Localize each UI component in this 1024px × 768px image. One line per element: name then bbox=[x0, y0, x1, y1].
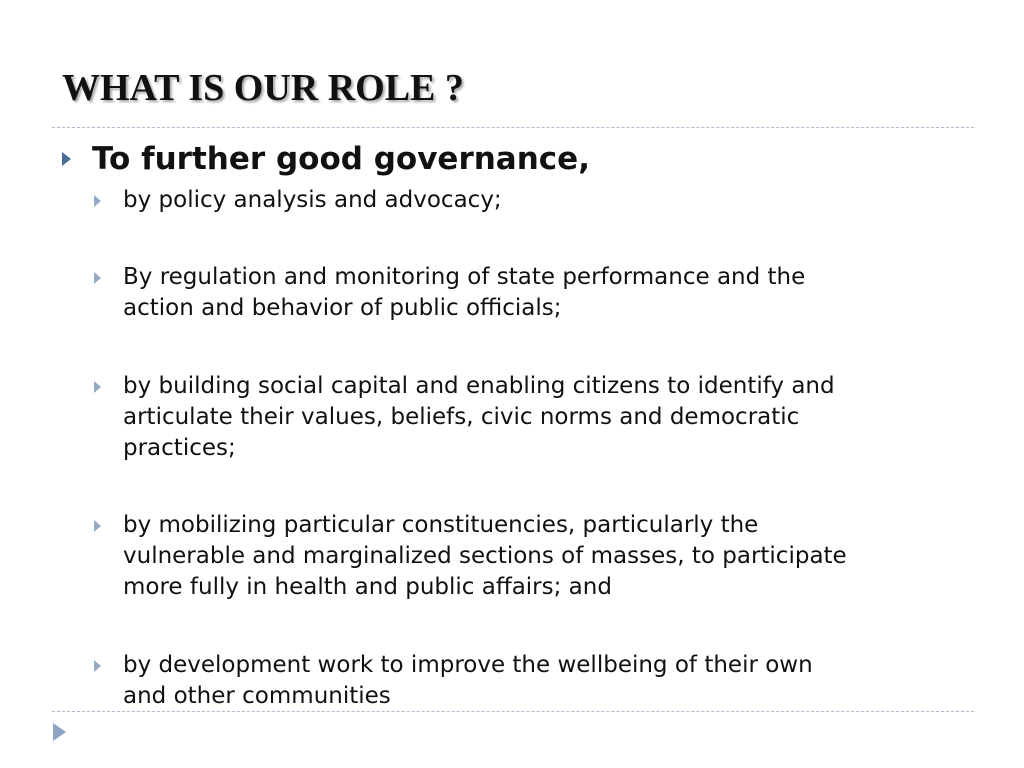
sub-bullet-text: by building social capital and enabling citizens to identify and articulate their values, beliefs, civic norms and democratic practices; bbox=[123, 373, 835, 461]
sub-bullet-item bbox=[94, 185, 943, 216]
sub-bullet-item bbox=[94, 650, 943, 712]
sub-bullet-text: by policy analysis and advocacy; bbox=[123, 187, 502, 213]
triangle-bullet-icon bbox=[94, 381, 101, 393]
triangle-bullet-icon bbox=[94, 520, 101, 532]
sub-bullet-item bbox=[94, 371, 943, 464]
sub-bullet-item bbox=[94, 262, 943, 324]
sub-bullet-text: by development work to improve the wellbeing of their own and other communities bbox=[123, 652, 813, 709]
sub-bullet-text: By regulation and monitoring of state performance and the action and behavior of public officials; bbox=[123, 264, 806, 321]
main-bullet bbox=[62, 138, 962, 180]
triangle-bullet-icon bbox=[94, 272, 101, 284]
footer-divider bbox=[52, 711, 974, 712]
triangle-bullet-icon bbox=[94, 660, 101, 672]
sub-bullet-text: by mobilizing particular constituencies, particularly the vulnerable and marginalized sections of masses, to participate more fully in health and public affairs; and bbox=[123, 512, 847, 600]
slide-title: WHAT IS OUR ROLE ? bbox=[62, 67, 464, 109]
title-divider bbox=[52, 127, 974, 128]
triangle-bullet-icon bbox=[94, 195, 101, 207]
next-slide-icon[interactable] bbox=[53, 723, 66, 741]
triangle-bullet-icon bbox=[62, 152, 71, 166]
main-bullet-text: To further good governance, bbox=[92, 141, 590, 177]
sub-bullet-item bbox=[94, 510, 943, 603]
